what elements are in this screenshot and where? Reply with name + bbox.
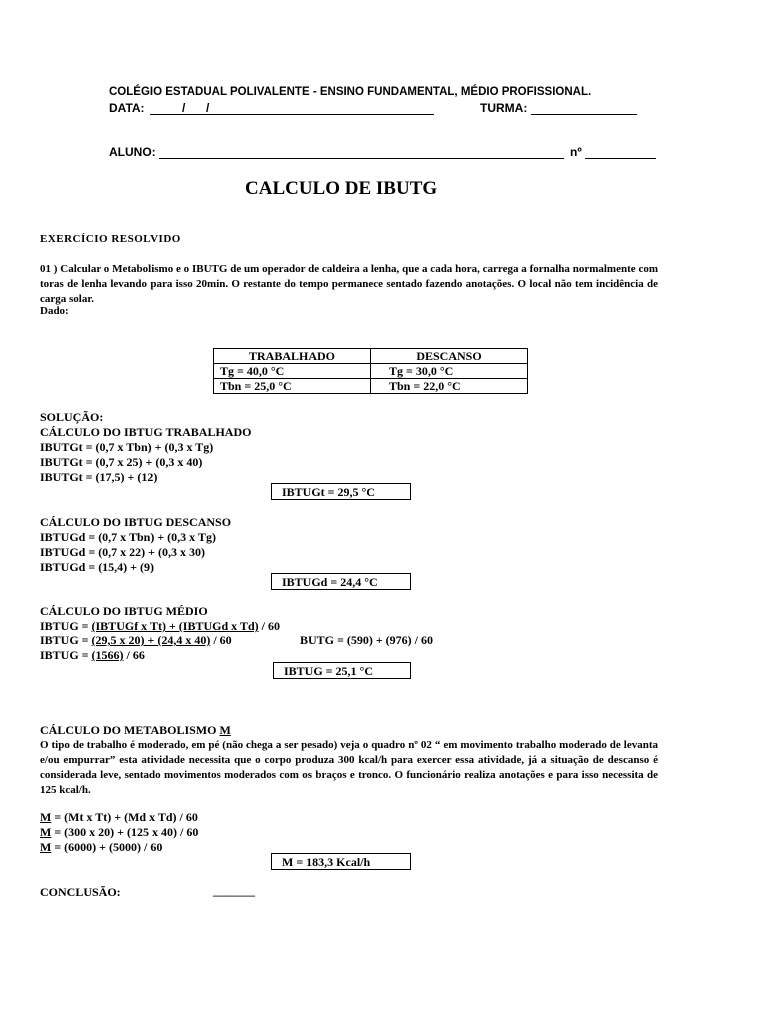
date-separator: / <box>182 101 186 115</box>
formula-expression: (IBTUGf x Tt) + (IBTUGd x Td) <box>91 619 259 633</box>
conclusion-blank[interactable]: _______ <box>213 884 255 898</box>
table-cell: Tg = 40,0 °C <box>214 364 371 379</box>
metabolismo-text: O tipo de trabalho é moderado, em pé (não chega a ser pesado) veja o quadro nº 02 “ em movimento trabalho moderado de levanta e/ou empurrar” esta atividade necessita que o corpo produza 300 kcal/h para exercer essa atividade, já a situação de descanso é considerada leve, sentado movimentos moderados com os braços e tronco. O funcionário realiza anotações e para isso necessita de 125 kcal/h. <box>40 739 658 796</box>
metabolismo-title-m: M <box>219 723 231 737</box>
formula-line <box>40 810 198 825</box>
formula-line: IBUTGt = (0,7 x 25) + (0,3 x 40) <box>40 455 203 469</box>
formula-m: M <box>40 840 52 854</box>
formula-label: IBTUG = <box>40 648 89 662</box>
formula-line <box>40 633 232 648</box>
formula-expression: = (300 x 20) + (125 x 40) / 60 <box>51 825 199 839</box>
formula-line: IBUTGt = (17,5) + (12) <box>40 470 158 484</box>
result-box-descanso: IBTUGd = 24,4 °C <box>271 573 411 590</box>
descanso-title: CÁLCULO DO IBTUG DESCANSO <box>40 515 232 529</box>
conclusion-label: CONCLUSÃO: <box>40 885 121 899</box>
table-cell: Tg = 30,0 °C <box>371 364 528 379</box>
formula-divisor: / 66 <box>126 648 145 662</box>
formula-expression: = (Mt x Tt) + (Md x Td) / 60 <box>51 810 198 824</box>
formula-line: IBUTGt = (0,7 x Tbn) + (0,3 x Tg) <box>40 440 214 454</box>
result-box-trabalhado: IBTUGt = 29,5 °C <box>271 483 411 500</box>
problem-text: 01 ) Calcular o Metabolismo e o IBUTG de um operador de caldeira a lenha, que a cada hora, carrega a fornalha normalmente com toras de lenha levando para isso 20min. O restante do tempo permanece sentado fazendo anotações. O local não tem incidência de carga solar. <box>40 263 658 305</box>
table-cell: Tbn = 25,0 °C <box>214 379 371 394</box>
formula-expression: (29,5 x 20) + (24,4 x 40) <box>91 633 211 647</box>
formula-expression: (1566) <box>91 648 124 662</box>
formula-label: IBTUG = <box>40 619 89 633</box>
formula-line-alt: BUTG = (590) + (976) / 60 <box>300 633 434 647</box>
trabalhado-title: CÁLCULO DO IBTUG TRABALHADO <box>40 425 252 439</box>
school-name: COLÉGIO ESTADUAL POLIVALENTE - ENSINO FUNDAMENTAL, MÉDIO PROFISSIONAL. <box>109 86 592 98</box>
date-label: DATA: <box>109 101 145 115</box>
metabolismo-title-text: CÁLCULO DO METABOLISMO <box>40 723 217 737</box>
aluno-field[interactable] <box>159 158 564 159</box>
page-title: CALCULO DE IBUTG <box>245 178 438 199</box>
result-box-metabolismo: M = 183,3 Kcal/h <box>271 853 411 870</box>
formula-expression: = (6000) + (5000) / 60 <box>51 840 163 854</box>
formula-line: IBTUGd = (15,4) + (9) <box>40 560 155 574</box>
table-cell: Tbn = 22,0 °C <box>371 379 528 394</box>
medio-title: CÁLCULO DO IBTUG MÉDIO <box>40 604 208 618</box>
table-row <box>214 349 528 364</box>
numero-label: nº <box>570 145 582 159</box>
formula-line <box>40 840 162 855</box>
data-table <box>213 348 528 394</box>
formula-line <box>40 825 198 840</box>
formula-label: IBTUG = <box>40 633 89 647</box>
table-row <box>214 364 528 379</box>
formula-m: M <box>40 825 52 839</box>
section-title: EXERCÍCIO RESOLVIDO <box>40 233 181 245</box>
turma-field[interactable] <box>531 114 637 115</box>
formula-line: IBTUGd = (0,7 x Tbn) + (0,3 x Tg) <box>40 530 216 544</box>
table-header: TRABALHADO <box>214 349 371 364</box>
aluno-label: ALUNO: <box>109 145 156 159</box>
formula-divisor: / 60 <box>261 619 280 633</box>
table-header: DESCANSO <box>371 349 528 364</box>
formula-line <box>40 648 145 663</box>
metabolismo-title <box>40 723 231 738</box>
formula-line: IBTUGd = (0,7 x 22) + (0,3 x 30) <box>40 545 206 559</box>
date-separator: / <box>206 101 210 115</box>
solution-label: SOLUÇÃO: <box>40 410 104 424</box>
dado-label: Dado: <box>40 305 69 317</box>
formula-m: M <box>40 810 52 824</box>
turma-label: TURMA: <box>480 101 528 115</box>
result-box-medio: IBTUG = 25,1 °C <box>273 662 411 679</box>
formula-divisor: / 60 <box>213 633 232 647</box>
numero-field[interactable] <box>585 158 656 159</box>
table-row <box>214 379 528 394</box>
formula-line <box>40 619 280 634</box>
date-field[interactable] <box>150 114 434 115</box>
